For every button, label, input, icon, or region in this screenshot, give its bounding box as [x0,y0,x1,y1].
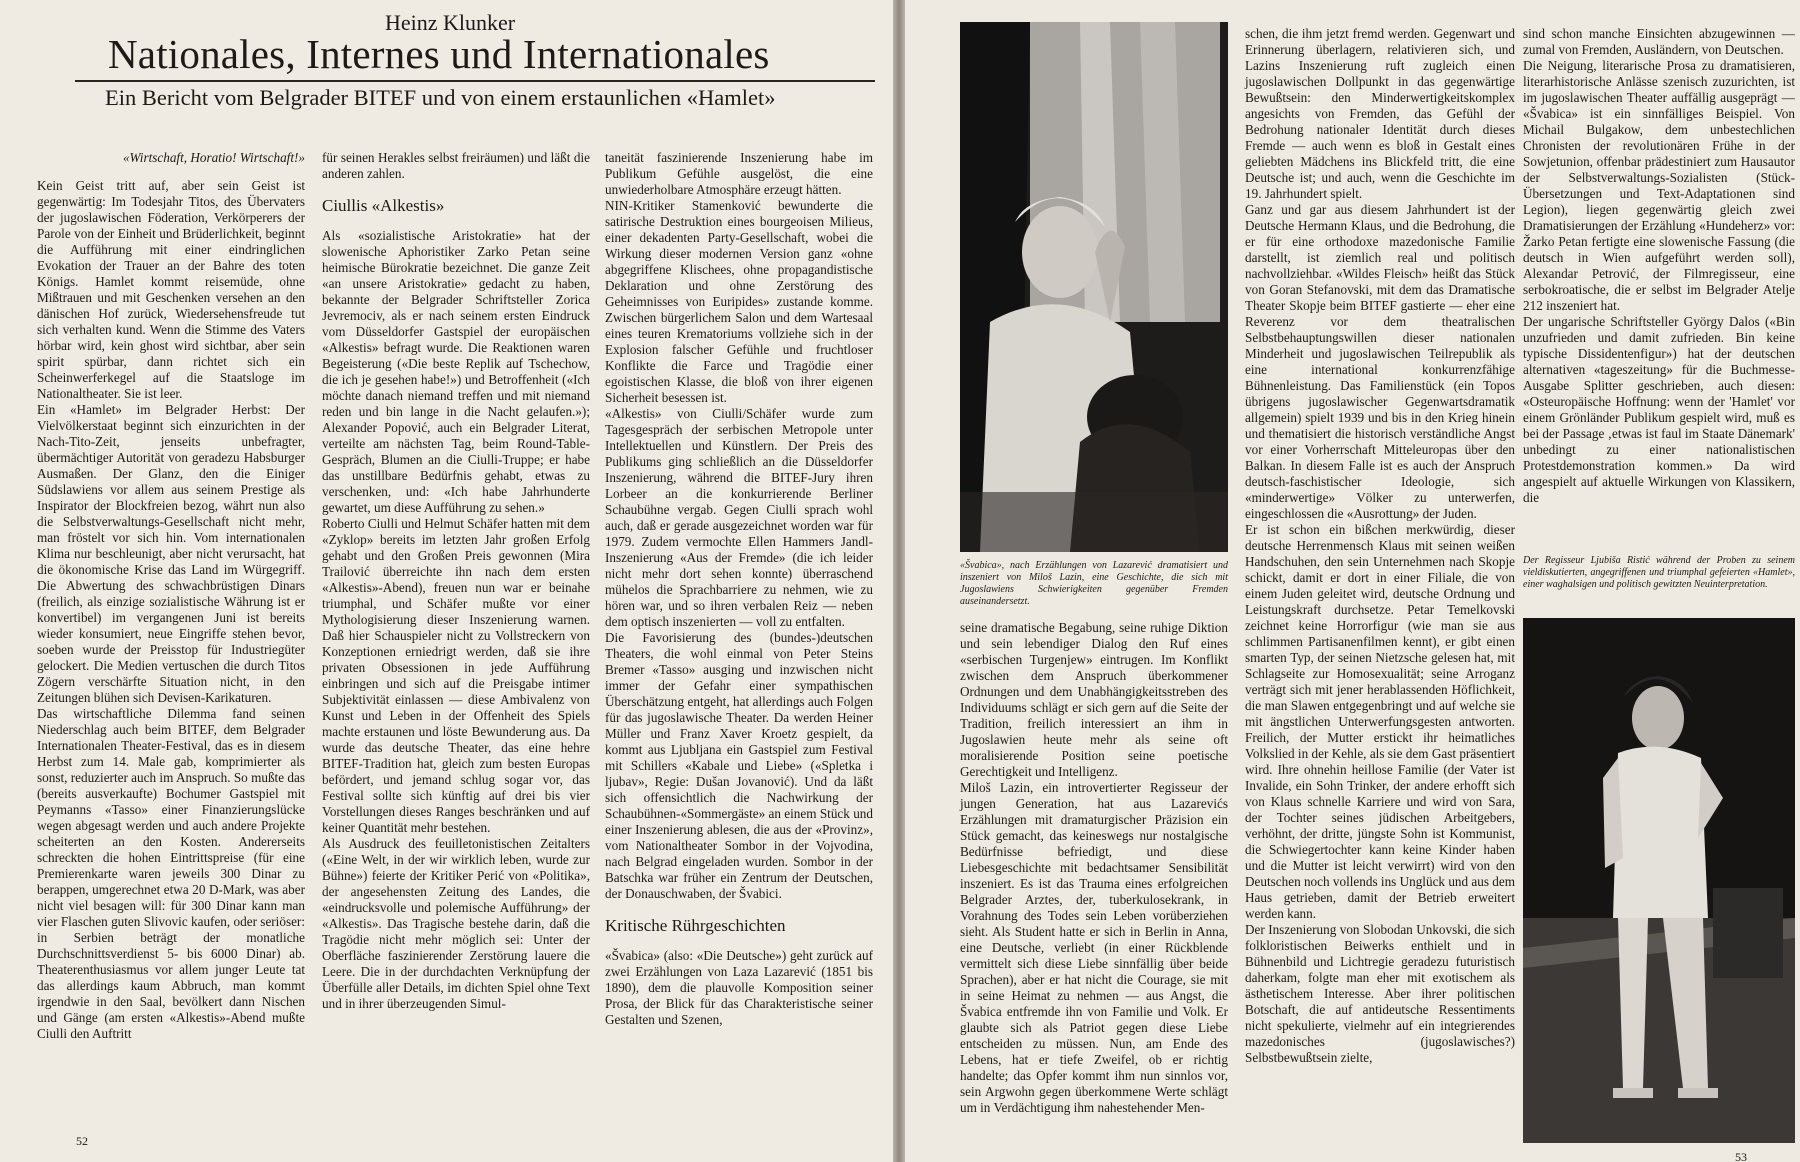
paragraph: seine dramatische Begabung, seine ruhige Diktion und sein lebendiger Dialog den Ruf eines «serbischen Turgenjew» eintrugen. Im Konflikt zwischen dem Anspruch überkommener Ordnungen und dem Unabhängigkeitsstreben des Individuums schlägt er sich gern auf die Seite der Tradition, freilich interessiert an ihm in Jugoslawien heute mehr als seine oft moralisierende Position seine poetische Gerechtigkeit und Intelligenz. [960,620,1228,779]
article-subtitle: Ein Bericht vom Belgrader BITEF und von einem erstaunlichen «Hamlet» [105,85,776,110]
photo-hamlet-image [1523,618,1795,1143]
paragraph: Als Ausdruck des feuilletonistischen Zeitalters («Eine Welt, in der wir wirklich leben, wurde zur Bühne») feierte der Kritiker Perić von «Politika», der angesehensten Zeitung des Landes, die «eindrucksvolle und polemische Aufführung» der «Alkestis». Das Tragische bestehe darin, daß die Tragödie nicht mehr möglich sei: Unter der Oberfläche faszinierender Zerstörung lauere die Leere. Die in der durchdachten Verknüpfung der Überfülle aller Details, im dichten Spiel ohne Text und in ihrer überzeugenden Simul- [322,836,590,1011]
text-column-3 [605,150,873,1028]
motto: «Wirtschaft, Horatio! Wirtschaft!» [122,150,305,165]
photo-svabica-image [960,22,1228,552]
article-title: Nationales, Internes und Internationales [108,31,770,77]
stage-photo-hamlet [1523,618,1795,1143]
binding-gutter [893,0,905,1162]
paragraph: Kein Geist tritt auf, aber sein Geist ist gegenwärtig: Im Todesjahr Titos, des Übervaters der jugoslawischen Föderation, Verkörperers der Parole von der Einheit und Brüderlichkeit, beginnt die Aufführung mit einer eindringlichen Evokation der Trauer an der Bahre des toten Königs. Hamlet kommt reisemüde, ohne Mißtrauen und mit Geschenken versehen an den dänischen Hof zurück, Wiedersehensfreude tut sich verhalten kund. Wenn die Stimme des Vaters hörbar wird, kein ghost wird sichtbar, aber sein spirit spürbar, dann richtet sich ein Scheinwerferkegel auf die Staatsloge im Nationaltheater. Sie ist leer. [37,178,305,401]
paragraph: Als «sozialistische Aristokratie» hat der slowenische Aphoristiker Zarko Petan seine heimische Bürokratie bezeichnet. Die ganze Zeit «an unsere Aristokratie» gedacht zu haben, bekannte der Belgrader Schriftsteller Zorica Jevremociv, als er nach seinem ersten Eindruck vom Düsseldorfer Gastspiel der europäischen «Alkestis» befragt wurde. Die Reaktionen waren Begeisterung («Die beste Replik auf Tschechow, die ich je gesehen habe!») und Betroffenheit («Ich möchte danach niemand treffen und mit niemand reden und bin lange in die Nacht gelaufen.»); Alexander Popović, auch ein Belgrader Literat, verteilte am nächsten Tag, beim Round-Table-Gespräch, Blumen an die Ciulli-Truppe; er habe das unstillbare Bedürfnis gehabt, etwas zu verschenken, und: «Ich habe Jahrhunderte gewartet, um diese Aufführung zu sehen.» [322,228,590,515]
section-heading: Kritische Rührgeschichten [605,916,786,935]
page-number-left: 52 [76,1134,88,1148]
photo-caption-hamlet: Der Regisseur Ljubiša Ristić während der Proben zu seinem vieldiskutierten, angegriffenen und triumphal gefeierten «Hamlet», einer waghalsigen und politisch gewitzten Neuinterpretation. [1523,555,1795,590]
left-page [0,0,893,1162]
paragraph: für seinen Herakles selbst freiräumen) und läßt die anderen zahlen. [322,150,590,181]
paragraph: Der Inszenierung von Slobodan Unkovski, die sich folkloristischen Beiwerks enthielt und in Bühnenbild und Lichtregie geradezu futuristisch daherkam, folgte man eher mit exotischem als ästhetischem Interesse. Aber ihrer politischen Botschaft, die auf antideutsche Ressentiments nicht spekulierte, vielmehr auf ein integrierendes mazedonisches (jugoslawisches?) Selbstbewußtsein zielte, [1245,922,1515,1065]
paragraph: schen, die ihm jetzt fremd werden. Gegenwart und Erinnerung überlagern, relativieren sich, und Lazins Inszenierung ruft zugleich einen jugoslawischen Dollpunkt in das gegenwärtige Bewußtsein: den Minderwertigkeitskomplex angesichts von Fremden, das Gefühl der Bedrohung nationaler Identität durch dieses Fremde — auch wenn es bloß in Gestalt eines geliebten Mädchens ins Blickfeld tritt, die eine Deutsche ist; und auch, wenn die Geschichte im 19. Jahrhundert spielt. [1245,26,1515,201]
photo-caption-svabica: «Švabica», nach Erzählungen von Lazarević dramatisiert und inszeniert von Miloš Lazin, eine Geschichte, die sich mit Jugoslawiens Schwierigkeiten gegenüber Fremden auseinandersetzt. [960,560,1228,607]
paragraph: Miloš Lazin, ein introvertierter Regisseur der jungen Generation, hat aus Lazarevićs Erzählungen mit dramaturgischer Präzision ein Stück gemacht, das keineswegs nur nostalgische Bedürfnisse befriedigt, und diese Liebesgeschichte mit bedachtsamer Sensibilität inszeniert. Es ist das Trauma eines erfolgreichen Belgrader Arztes, der, tuberkulosekrank, in Vorahnung des Todes sein Leben vorüberziehen sieht. Als Student hatte er sich in Berlin in Anna, eine Deutsche, verliebt (in einer Rückblende vermittelt sich diese Liebe sinnfällig über beide Sprachen), aber er hat nicht die Courage, sie mit in seine Heimat zu nehmen — aus Angst, die Švabica entfremde ihn von Familie und Volk. Er glaubte sich als Patriot gegen diese Liebe entscheiden zu müssen. Nun, am Ende des Lebens, hat er tiefe Zweifel, ob er richtig handelte; das Opfer kommt ihm nun sinnlos vor, sein Argwohn gegen überkommene Werte schlägt um in Verdächtigung ihm nahestehender Men- [960,780,1228,1115]
paragraph: Der ungarische Schriftsteller György Dalos («Bin unzufrieden und damit zufrieden. Bin keine typische Dissidentenfigur») hat der deutschen alternativen «tageszeitung» für die Buchmesse-Ausgabe Splitter geschrieben, auch diesen: «Osteuropäische Hoffnung: wenn der 'Hamlet' vor einem Grönländer Publikum gespielt wird, muß es bei der Passage ‚etwas ist faul im Staate Dänemark' unbedingt zu einer nationalistischen Protestdemonstration kommen.» Da wird angespielt auf aktuelle Wirkungen von Klassikern, die [1523,314,1795,505]
text-column-5 [1245,26,1515,1066]
text-column-6 [1523,26,1795,506]
paragraph: Ganz und gar aus diesem Jahrhundert ist der Deutsche Hermann Klaus, und die Bedrohung, die er für eine orthodoxe mazedonische Familie darstellt, ist ziemlich real und politisch nachvollziehbar. «Wildes Fleisch» heißt das Stück von Goran Stefanovski, mit dem das Dramatische Theater Skopje beim BITEF gastierte — eher eine Reverenz vor dem theatralischen Selbstbehauptungswillen dieser nationalen Minderheit und jugoslawischen Teilrepublik als eine international konkurrenzfähige Bühnenleistung. Das Familienstück (ein Topos übrigens jugoslawischer Gegenwartsdramatik allgemein) spielt 1939 und bis in den Krieg hinein und thematisiert die historisch verständliche Angst vor einer Vorherrschaft Mitteleuropas über den Balkan. In diesem Falle ist es auch der Anspruch deutsch-faschistischer Ideologie, sich «minderwertige» Völker zu unterwerfen, eingeschlossen die «Ausrottung» der Juden. [1245,202,1515,521]
paragraph: Ein «Hamlet» im Belgrader Herbst: Der Vielvölkerstaat beginnt sich einzurichten in der Nach-Tito-Zeit, jenseits unbefragter, übermächtiger Autorität von geradezu Habsburger Ausmaßen. Der Glanz, den die Einiger Südslawiens vor allem aus seinem Prestige als Inspirator der Blockfreien bezog, währt nun also die Selbstverwaltungs-Gesellschaft nicht mehr, man fröstelt vor sich hin. Vom internationalen Klima nur beschleunigt, aber nicht verursacht, hat die ökonomische Krise das Land im Würgegriff. Die Abwertung des schwachbrüstigen Dinars (freilich, als einzige sozialistische Währung ist er konvertibel) im vergangenen Juni ist bereits wieder konsumiert, neue Eingriffe stehen bevor, soeben wurde der Preisstop für Industriegüter gelockert. Die Medien vertuschen die durch Titos Zögern verschärfte Situation nicht, in den Zeitungen blühen sich Devisen-Karikaturen. [37,402,305,705]
paragraph: Die Neigung, literarische Prosa zu dramatisieren, literarhistorische Anlässe szenisch zuzurichten, ist im jugoslawischen Theater auffällig ausgeprägt — «Švabica» ist ein sinnfälliges Beispiel. Von Michail Bulgakow, dem unbestechlichen Chronisten der revolutionären Frühe in der Sowjetunion, offenbar prädestiniert zum Hausautor der Selbstverwaltungs-Sozialisten (Stück-Übersetzungen und Text-Adaptationen sind Legion), liegen gegenwärtig gleich zwei Dramatisierungen der Erzählung «Hundeherz» vor: Žarko Petan fertigte eine slowenische Fassung (die deutsch in Wien aufgeführt werden soll), Alexandar Petrović, der Filmregisseur, eine serbokroatische, die er selbst im Belgrader Atelje 212 inszeniert hat. [1523,58,1795,313]
page-number-right: 53 [1735,1150,1747,1162]
title-rule [75,80,875,82]
paragraph: «Švabica» (also: «Die Deutsche») geht zurück auf zwei Erzählungen von Laza Lazarević (1851 bis 1890), dem die plauvolle Komposition seiner Prosa, der Blick für das Charakteristische seiner Gestalten und Szenen, [605,948,873,1027]
paragraph: sind schon manche Einsichten abzugewinnen — zumal von Fremden, Ausländern, von Deutschen. [1523,26,1795,57]
stage-photo-svabica [960,22,1228,552]
paragraph: taneität faszinierende Inszenierung habe im Publikum Gefühle ausgelöst, die eine unwiederholbare Atmosphäre erzeugt hätten. [605,150,873,197]
paragraph: «Alkestis» von Ciulli/Schäfer wurde zum Tagesgespräch der serbischen Metropole unter Intellektuellen und Künstlern. Der Preis des Publikums ging schließlich an die Düsseldorfer Inszenierung, während die BITEF-Jury ihren Lorbeer an die konkurrierende Berliner Schaubühne vergab. Gegen Ciulli sprach wohl auch, daß er gerade ausgezeichnet worden war für 1979. Zudem vermochte Ellen Hammers Jandl-Inszenierung «Aus der Fremde» (die ich leider nicht mehr dort sehen konnte) überraschend mühelos die Sprachbarriere zu nehmen, wie zu hören war, und so ihren verbalen Reiz — neben dem optisch inszenierten — voll zu entfalten. [605,406,873,629]
paragraph: Roberto Ciulli und Helmut Schäfer hatten mit dem «Zyklop» bereits im letzten Jahr großen Erfolg gehabt und den Großen Preis gewonnen (Mira Trailović überreichte ihn nach dem ersten «Alkestis»-Abend), freuen nun war er beinahe triumphal, und Schäfer mußte vor einer Mythologisierung dieser Inszenierung warnen. Daß hier Schauspieler nicht zu Vollstreckern von Konzeptionen erniedrigt werden, daß sie ihre privaten Obsessionen in jede Aufführung einbringen und sich auf die Preisgabe intimer Subjektivität einlassen — diese Ambivalenz von Kunst und Leben in der Offenheit des Spiels machte erstaunen und löste Bewunderung aus. Da wurde das deutsche Theater, das eine hehre BITEF-Tradition hat, gleich zum besten Europas befördert, und jemand schlug sogar vor, das Festival sollte sich künftig auf drei bis vier Vorstellungen dieses Ranges beschränken und auf keiner Quantität mehr bestehen. [322,516,590,835]
text-column-1 [37,150,305,1042]
paragraph: Die Favorisierung des (bundes-)deutschen Theaters, die wohl einmal von Peter Steins Bremer «Tasso» ausging und inzwischen nicht immer der Gefahr einer sympathischen Überschätzung entgeht, hat allerdings auch Folgen für das jugoslawische Theater. Da werden Heiner Müller und Franz Xaver Kroetz gespielt, da kommt aus Ljubljana ein Gastspiel zum Festival mit Schillers «Kabale und Liebe» («Spletka i ljubav», Regie: Dušan Jovanović). Und da läßt sich offensichtlich die Nachwirkung der Schaubühnen-«Sommergäste» an einem Stück und einer Inszenierung ablesen, die aus der «Provinz», vom Nationaltheater Sombor in der Vojvodina, nach Belgrad eingeladen wurden. Sombor in der Batschka war früher ein Zentrum der Deutschen, der Donauschwaben, der Švabici. [605,630,873,901]
right-page [905,0,1800,1162]
paragraph: Das wirtschaftliche Dilemma fand seinen Niederschlag auch beim BITEF, dem Belgrader Internationalen Theater-Festival, das es in diesem Herbst zum 14. Male gab, komprimierter als sonst, reduzierter auch im Anspruch. So mußte das (bereits ausverkaufte) Bochumer Gastspiel mit Peymanns «Tasso» einer Finanzierungslücke wegen abgesagt werden und auch andere Projekte scheiterten an den Kosten. Andererseits schreckten die hohen Eintrittspreise (für eine Premierenkarte waren jeweils 300 Dinar zu berappen, umgerechnet etwa 20 D-Mark, was aber nicht viel besagen will: für 300 Dinar kann man vier Flaschen guten Slivovic kaufen, oder seriöser: in Serbien beträgt der monatliche Durchschnittsverdienst 5- bis 6000 Dinar) ab. Theaterenthusiasmus vor allem junger Leute tat das allerdings kaum Abbruch, man kommt irgendwie in den Saal, bevölkert dann Nischen und Gänge (am ersten «Alkestis»-Abend mußte Ciulli den Auftritt [37,706,305,1041]
author-name: Heinz Klunker [385,10,516,35]
text-column-4 [960,620,1228,1116]
paragraph: NIN-Kritiker Stamenković bewunderte die satirische Destruktion eines bourgeoisen Milieus, einer dekadenten Party-Gesellschaft, wobei die Wirkung dieser modernen Version ganz «ohne abgegriffene Klischees, ohne propagandistische Deklaration und ohne Zerstörung des Geheimnisses von Euripides» zustande komme. Zwischen bürgerlichem Salon und dem Wartesaal eines teuren Krematoriums vollziehe sich in der Explosion falscher Gefühle und fruchtloser Konflikte die Farce und Tragödie einer egoistischen Klasse, die bloß von ihrer eigenen Sicherheit besessen ist. [605,198,873,405]
paragraph: Er ist schon ein bißchen merkwürdig, dieser deutsche Herrenmensch Klaus mit seinen weißen Handschuhen, den sein Unternehmen nach Skopje schickt, damit er dort in einer Filiale, die von einem Juden geleitet wird, deutsche Ordnung und Leistungskraft durchsetze. Petar Temelkovski zeichnet keine Horrorfigur (wie man sie aus schlimmen Partisanenfilmen kennt), er gibt einen smarten Typ, der seinen Nietzsche gelesen hat, mit Schlagseite zur Homosexualität; seine Arroganz verträgt sich mit jener herablassenden Höflichkeit, die man Slawen entgegenbringt und auf welche sie mit ängstlichen Unterwerfungsgesten antworten. Freilich, der Mutter erstickt ihr heimatliches Volkslied in der Kehle, als sie dem Gast präsentiert wird. Ihre ohnehin heillose Familie (der Vater ist Invalide, ein Sohn Trinker, der andere erhofft sich von Klaus schnelle Karriere und wird von Sara, der Tochter seines jüdischen Arbeitgebers, verhöhnt, der dritte, jüngste Sohn ist Kommunist, die Schwiegertochter kann keine Kinder haben und die Mutter ist leicht verwirrt) wird von den Deutschen noch vollends ins Unglück und aus dem Haus getrieben, damit der Betrieb erweitert werden kann. [1245,522,1515,921]
section-heading: Ciullis «Alkestis» [322,196,445,215]
text-column-2 [322,150,590,1012]
